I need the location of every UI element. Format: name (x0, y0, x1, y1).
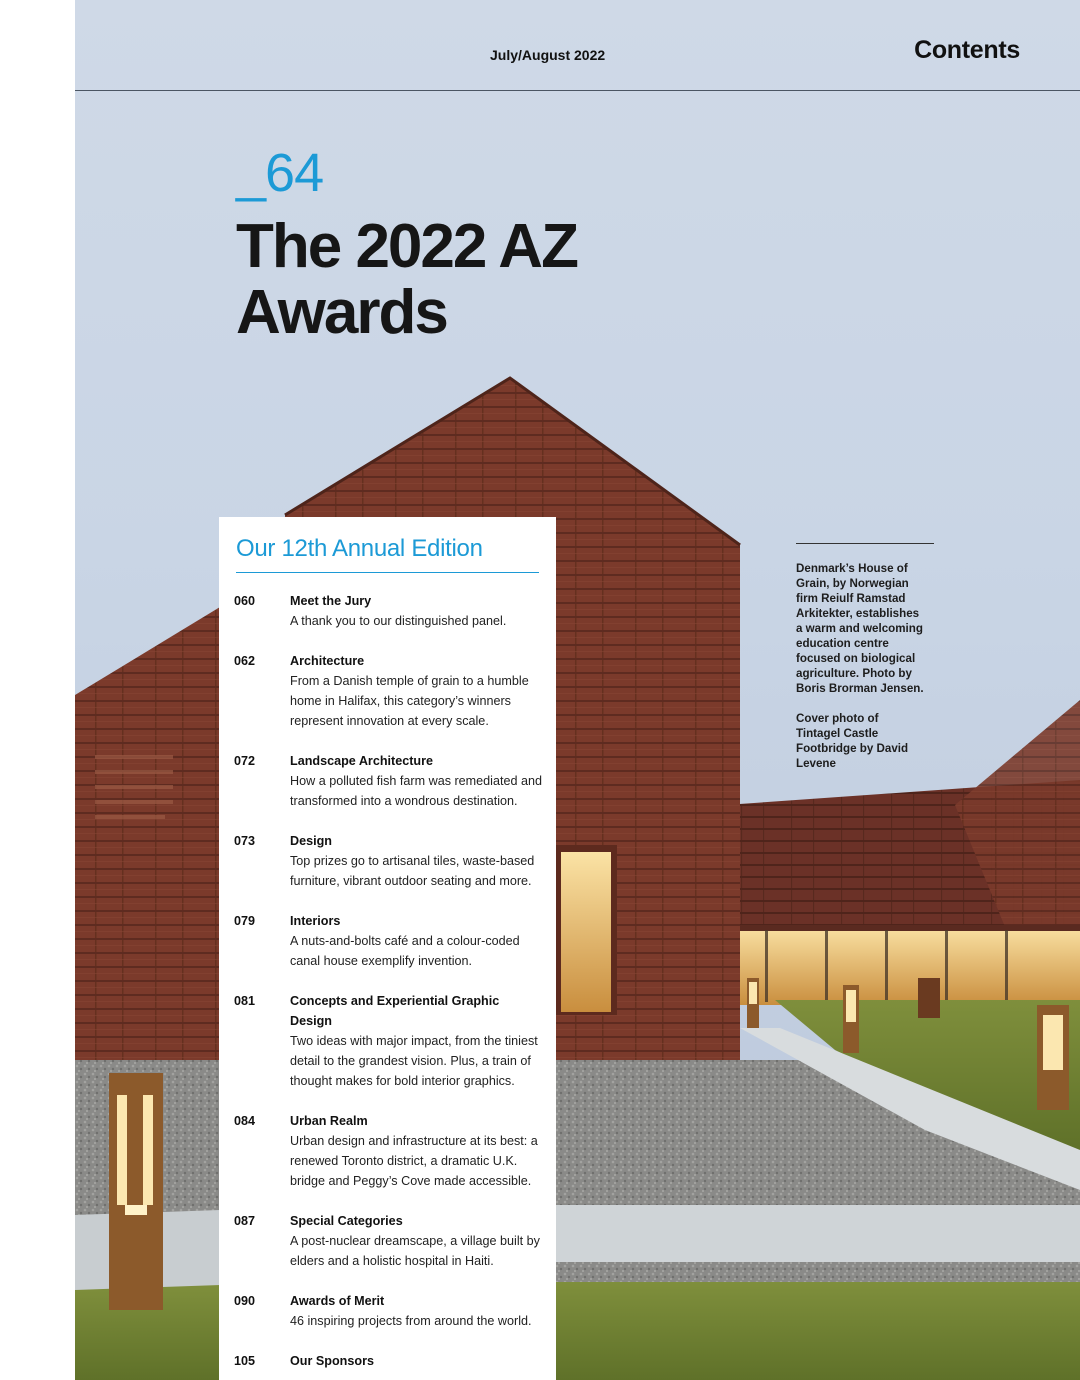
toc-entry-title: Our Sponsors (290, 1354, 374, 1368)
toc-rule (236, 572, 539, 573)
feature-title: The 2022 AZ Awards (236, 212, 577, 347)
toc-entry-awards-of-merit[interactable] (234, 1291, 544, 1331)
toc-entry-description: Urban design and infrastructure at its best: a renewed Toronto district, a dramatic U.K. bridge and Peggy’s Cove made accessible. (290, 1134, 538, 1188)
toc-page-number: 081 (234, 994, 256, 1008)
toc-entry-title: Special Categories (290, 1214, 403, 1228)
toc-page-number: 079 (234, 914, 256, 928)
toc-entry-description: A thank you to our distinguished panel. (290, 614, 507, 628)
toc-page-number: 105 (234, 1354, 256, 1368)
toc-entry-description: A nuts-and-bolts café and a colour-coded canal house exemplify invention. (290, 934, 520, 968)
feature-page-number: _64 (236, 143, 324, 203)
toc-page-number: 084 (234, 1114, 256, 1128)
toc-entry-description: Two ideas with major impact, from the tiniest detail to the grandest vision. Plus, a train of thought makes for bold interior graphics. (290, 1034, 538, 1088)
toc-entry-special-categories[interactable] (234, 1211, 544, 1271)
toc-entry-title: Urban Realm (290, 1114, 368, 1128)
toc-entry-title: Architecture (290, 654, 365, 668)
toc-entry-landscape-architecture[interactable] (234, 751, 544, 811)
toc-entry-architecture[interactable] (234, 651, 544, 731)
toc-entry-title: Interiors (290, 914, 341, 928)
toc-entry-description: 46 inspiring projects from around the world. (290, 1314, 532, 1328)
toc-list (234, 591, 544, 1380)
toc-entry-title: Landscape Architecture (290, 754, 434, 768)
photo-caption (796, 561, 924, 786)
toc-entry-description: How a polluted fish farm was remediated and transformed into a wondrous destination. (290, 774, 543, 808)
table-of-contents (219, 517, 556, 1380)
toc-entry-description: Top prizes go to artisanal tiles, waste-based furniture, vibrant outdoor seating and more. (290, 854, 535, 888)
header-rule (75, 90, 1080, 91)
toc-entry-our-sponsors[interactable] (234, 1351, 544, 1371)
toc-entry-meet-the-jury[interactable] (234, 591, 544, 631)
toc-entry-description: From a Danish temple of grain to a humble home in Halifax, this category’s winners represent innovation at every scale. (290, 674, 529, 728)
toc-page-number: 073 (234, 834, 256, 848)
cover-credit: Cover photo of Tintagel Castle Footbridge by David Levene (796, 712, 909, 770)
caption-rule (796, 543, 934, 544)
section-title: Contents (914, 36, 1020, 64)
toc-page-number: 090 (234, 1294, 256, 1308)
toc-page-number: 072 (234, 754, 256, 768)
toc-entry-interiors[interactable] (234, 911, 544, 971)
toc-entry-design[interactable] (234, 831, 544, 891)
photo-credit: Denmark’s House of Grain, by Norwegian firm Reiulf Ramstad Arkitekter, establishes a warm and welcoming education centre focused on biological agriculture. Photo by Boris Brorman Jensen. (796, 562, 924, 695)
toc-page-number: 060 (234, 594, 256, 608)
toc-heading: Our 12th Annual Edition (236, 535, 483, 562)
toc-entry-title: Awards of Merit (290, 1294, 385, 1308)
toc-entry-concepts-graphic-design[interactable] (234, 991, 544, 1091)
toc-entry-title: Meet the Jury (290, 594, 372, 608)
toc-page-number: 062 (234, 654, 256, 668)
toc-entry-title: Design (290, 834, 332, 848)
issue-date: July/August 2022 (490, 47, 606, 63)
toc-page-number: 087 (234, 1214, 256, 1228)
toc-entry-title: Concepts and Experiential Graphic Design (290, 994, 500, 1028)
toc-entry-description: A post-nuclear dreamscape, a village built by elders and a holistic hospital in Haiti. (290, 1234, 540, 1268)
toc-entry-urban-realm[interactable] (234, 1111, 544, 1191)
